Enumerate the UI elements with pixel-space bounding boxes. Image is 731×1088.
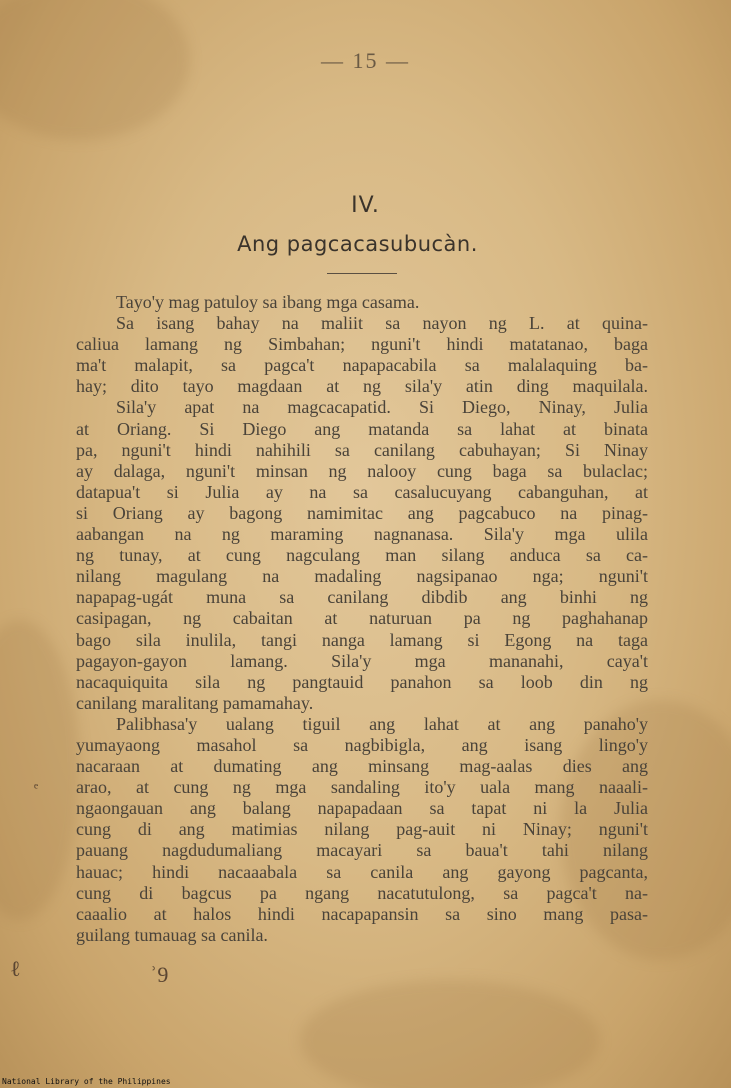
text-line: ng tunay, at cung nagculang man silang anduca sa ca- bbox=[76, 545, 648, 566]
chapter-heading: IV. bbox=[351, 193, 380, 218]
text-line: caliua lamang ng Simbahan; nguni't hindi matatanao, baga bbox=[76, 334, 648, 355]
text-line: nacaraan at dumating ang minsang mag-aalas dies ang bbox=[76, 756, 648, 777]
text-line: napapag-ugát muna sa canilang dibdib ang binhi ng bbox=[76, 587, 648, 608]
text-line: canilang maralitang pamamahay. bbox=[76, 692, 314, 713]
text-line: pagayon-gayon lamang. Sila'y mga mananahi, caya't bbox=[76, 650, 648, 671]
library-watermark: National Library of the Philippines bbox=[2, 1077, 171, 1086]
text-line: aabangan na ng maraming nagnanasa. Sila'y mga ulila bbox=[76, 524, 648, 545]
text-line: nilang magulang na madaling nagsipanao nga; nguni't bbox=[76, 566, 648, 587]
text-line: datapua't si Julia ay na sa casalucuyang cabanguhan, at bbox=[76, 481, 648, 502]
text-line: casipagan, ng cabaitan at naturuan pa ng paghahanap bbox=[76, 608, 648, 629]
text-line: nacaquiquita sila ng pangtauid panahon sa loob din ng bbox=[76, 671, 648, 692]
body-text bbox=[76, 292, 648, 946]
text-line: ma't malapit, sa pagca't napapacabila sa malalaquing ba- bbox=[76, 355, 648, 376]
text-line: arao, at cung ng mga sandaling ito'y uala mang naaali- bbox=[76, 777, 648, 798]
text-line: cung di ang matimias nilang pag-auit ni Ninay; nguni't bbox=[76, 819, 648, 840]
text-line: yumayaong masahol sa nagbibigla, ang isang lingo'y bbox=[76, 734, 648, 755]
text-line: caaalio at halos hindi nacapapansin sa sino mang pasa- bbox=[76, 903, 648, 924]
page-number: — 15 — bbox=[321, 48, 410, 73]
text-line: pauang nagdudumaliang macayari sa baua't tahi nilang bbox=[76, 840, 648, 861]
text-line: Sila'y apat na magcacapatid. Si Diego, Ninay, Julia bbox=[116, 397, 648, 418]
text-line: pa, nguni't hindi nahihili sa canilang cabuhayan; Si Ninay bbox=[76, 439, 648, 460]
text-line: si Oriang ay bagong namimitac ang pagcabuco na pinag- bbox=[76, 502, 648, 523]
text-line: Sa isang bahay na maliit sa nayon ng L. at quina- bbox=[116, 313, 648, 334]
text-line: at Oriang. Si Diego ang matanda sa lahat at binata bbox=[76, 418, 648, 439]
ink-mark: ʾ9 bbox=[150, 962, 169, 987]
title-divider bbox=[327, 273, 397, 274]
text-line: bago sila inulila, tangi nanga lamang si Egong na taga bbox=[76, 629, 648, 650]
chapter-title: Ang pagcacasubucàn. bbox=[237, 232, 478, 256]
text-line: guilang tumauag sa canila. bbox=[76, 924, 268, 945]
text-line: cung di bagcus pa ngang nacatutulong, sa pagca't na- bbox=[76, 882, 648, 903]
text-line: Palibhasa'y ualang tiguil ang lahat at ang panaho'y bbox=[116, 713, 648, 734]
text-line: ngaongauan ang balang napapadaan sa tapat ni la Julia bbox=[76, 798, 648, 819]
text-line: ay dalaga, nguni't minsan ng nalooy cung baga sa bulaclac; bbox=[76, 460, 648, 481]
text-line: hauac; hindi nacaaabala sa canila ang gayong pagcanta, bbox=[76, 861, 648, 882]
ink-mark: ℓ bbox=[10, 956, 21, 981]
ink-mark: ᵉ bbox=[34, 780, 39, 797]
text-line: hay; dito tayo magdaan at ng sila'y atin ding maquilala. bbox=[76, 376, 648, 397]
text-line: Tayo'y mag patuloy sa ibang mga casama. bbox=[116, 292, 420, 312]
